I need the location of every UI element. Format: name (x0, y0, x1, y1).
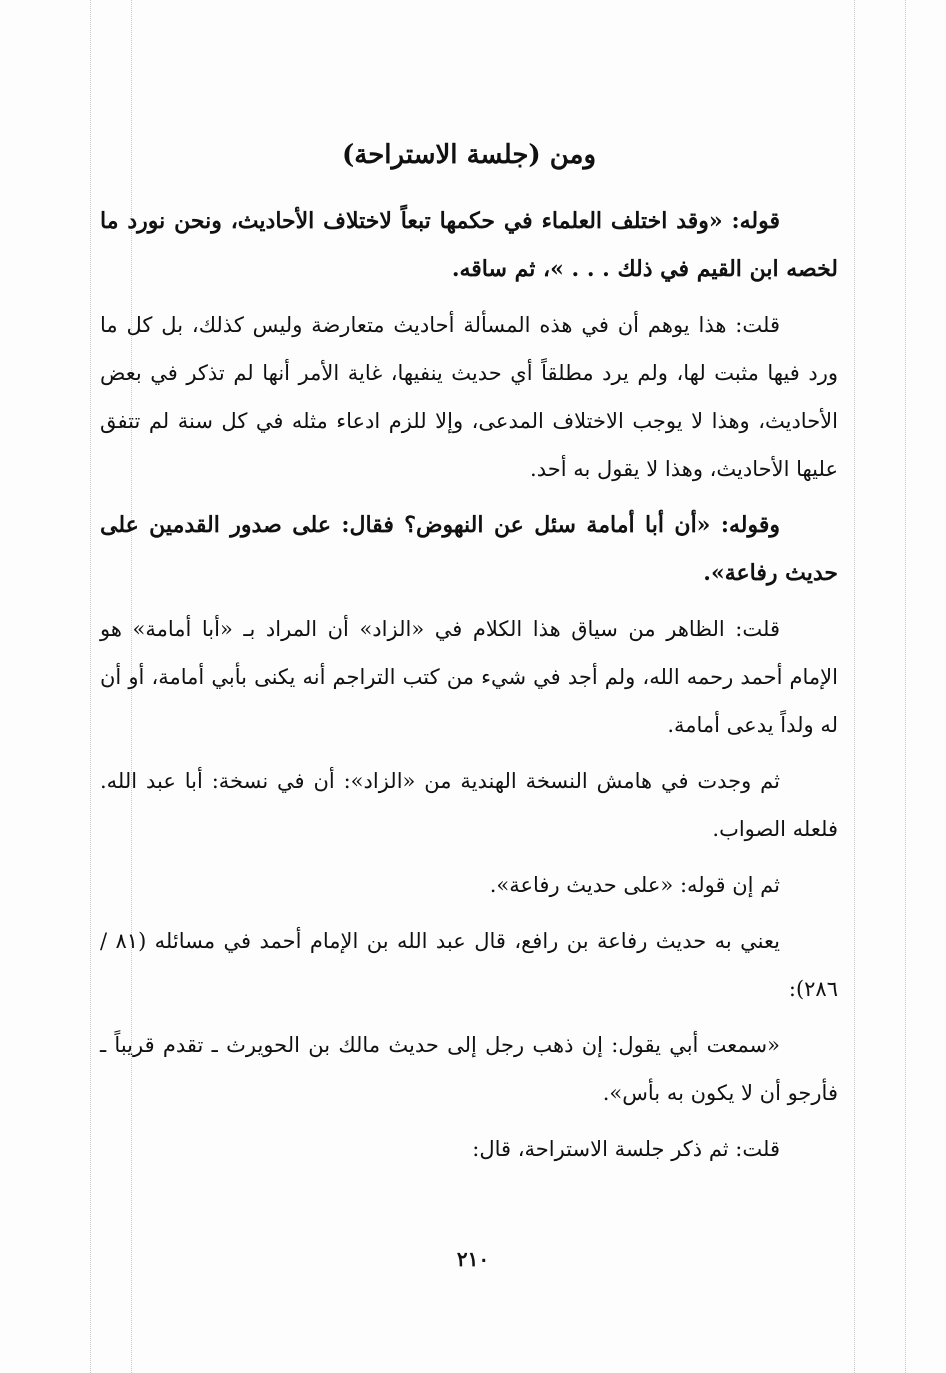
paragraph-explanation: يعني به حديث رفاعة بن رافع، قال عبد الله بن الإمام أحمد في مسائله (٨١ / ٢٨٦): (100, 929, 838, 1001)
margin-guide-line (854, 0, 855, 1373)
paragraph-closing: قلت: ثم ذكر جلسة الاستراحة، قال: (472, 1137, 780, 1161)
page-number: ٢١٠ (456, 1247, 490, 1271)
margin-guide-line (905, 0, 906, 1373)
paragraph-citation: «سمعت أبي يقول: إن ذهب رجل إلى حديث مالك بن الحويرث ـ تقدم قريباً ـ فأرجو أن لا يكون به بأس». (100, 1033, 838, 1105)
paragraph-quote-1: قوله: «وقد اختلف العلماء في حكمها تبعاً لاختلاف الأحاديث، ونحن نورد ما لخصه ابن القيم في ذلك . . . »، ثم ساقه. (100, 208, 838, 282)
paragraph-quote-3: ثم إن قوله: «على حديث رفاعة». (489, 873, 780, 897)
section-heading: ومن (جلسة الاستراحة) (341, 140, 597, 170)
paragraph-quote-2: وقوله: «أن أبا أمامة سئل عن النهوض؟ فقال: على صدور القدمين على حديث رفاعة». (100, 512, 838, 586)
paragraph-note: ثم وجدت في هامش النسخة الهندية من «الزاد»: أن في نسخة: أبا عبد الله. فلعله الصواب. (100, 769, 838, 841)
paragraph-comment-2: قلت: الظاهر من سياق هذا الكلام في «الزاد» أن المراد بـ «أبا أمامة» هو الإمام أحمد رحمه الله، ولم أجد في شيء من كتب التراجم أنه يكنى بأبي أمامة، أو أن له ولداً يدعى أمامة. (100, 617, 838, 737)
paragraph-comment-1: قلت: هذا يوهم أن في هذه المسألة أحاديث متعارضة وليس كذلك، بل كل ما ورد فيها مثبت لها، ولم يرد مطلقاً أي حديث ينفيها، غاية الأمر أنها لم تذكر في بعض الأحاديث، وهذا لا يوجب الاختلاف المدعى، وإلا للزم ادعاء مثله في كل سنة لم تتفق عليها الأحاديث، وهذا لا يقول به أحد. (100, 313, 838, 481)
margin-guide-line (90, 0, 91, 1373)
page-body (100, 125, 838, 1181)
